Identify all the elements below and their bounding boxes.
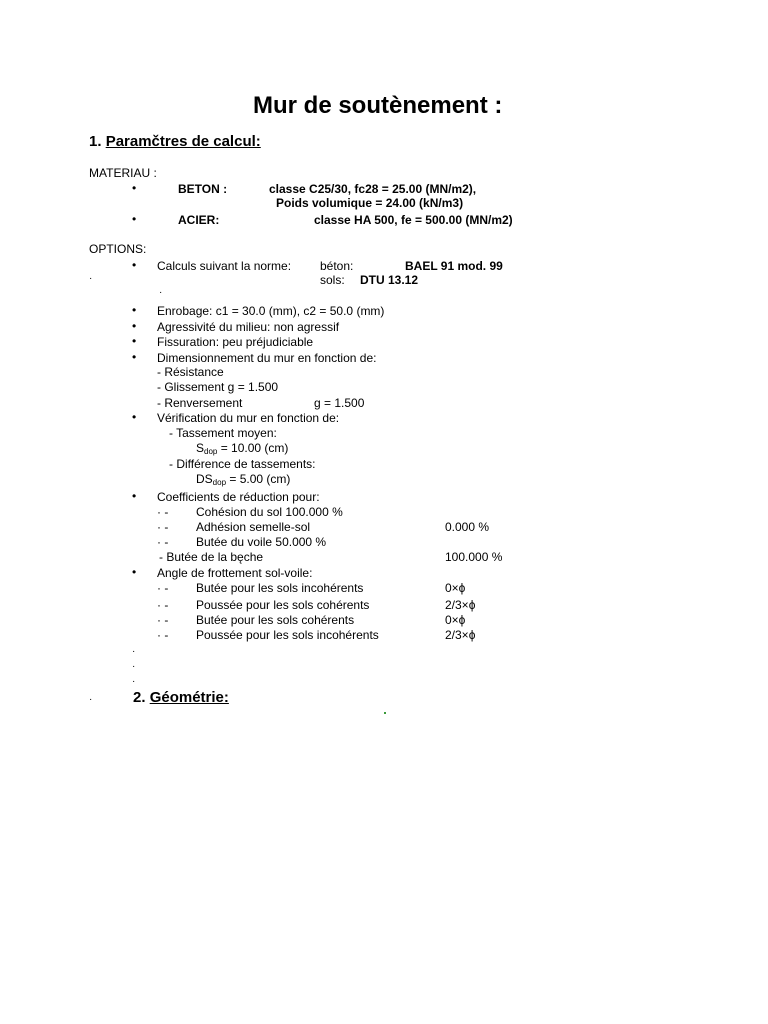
angle-row-prefix: · - — [157, 581, 169, 595]
coeff-row-label: Cohésion du sol 100.000 % — [196, 505, 343, 519]
coeff-row-prefix: · - — [157, 505, 169, 519]
renversement-value: g = 1.500 — [314, 396, 365, 410]
ds-dop-subscript: dop — [212, 478, 227, 487]
angle-row-label: Butée pour les sols incohérents — [196, 581, 364, 595]
stray-dot: · — [159, 287, 163, 298]
angle-row-prefix: · - — [157, 628, 169, 642]
green-dot-mark — [384, 712, 386, 714]
norme-label: Calculs suivant la norme: — [157, 259, 292, 273]
ds-dop-line — [196, 472, 290, 487]
bullet-icon: • — [132, 334, 137, 348]
section-2-heading — [133, 689, 229, 706]
s-dop-value: = 10.00 (cm) — [220, 441, 289, 455]
angle-label: Angle de frottement sol-voile: — [157, 566, 313, 580]
enrobage-text: Enrobage: c1 = 30.0 (mm), c2 = 50.0 (mm) — [157, 304, 385, 318]
coeff-row-value: 0.000 % — [445, 520, 490, 534]
butee-beche-text: - Butée de la bęche — [159, 550, 264, 564]
section-2-title: Géométrie: — [149, 689, 229, 706]
acier-line: classe HA 500, fe = 500.00 (MN/m2) — [314, 213, 513, 227]
angle-row-label: Poussée pour les sols cohérents — [196, 598, 370, 612]
agressivite-text: Agressivité du milieu: non agressif — [157, 320, 340, 334]
page-title: Mur de soutènement : — [253, 92, 503, 119]
bullet-icon: • — [132, 489, 137, 503]
angle-row-label: Poussée pour les sols incohérents — [196, 628, 379, 642]
verification-text: Vérification du mur en fonction de: — [157, 411, 340, 425]
angle-row-value: 0×ϕ — [445, 613, 466, 627]
ds-dop-value: = 5.00 (cm) — [229, 472, 291, 486]
angle-row-prefix: · - — [157, 613, 169, 627]
glissement-text: - Glissement g = 1.500 — [157, 380, 279, 394]
beton-norme-key: béton: — [320, 259, 354, 273]
acier-label: ACIER: — [178, 213, 220, 227]
ds-dop-symbol: DS — [196, 472, 213, 486]
bullet-icon: • — [132, 410, 137, 424]
butee-beche-value: 100.000 % — [445, 550, 503, 564]
stray-dot: · — [132, 661, 136, 672]
coeff-row-label: Adhésion semelle-sol — [196, 520, 311, 534]
options-label: OPTIONS: — [89, 242, 147, 256]
bullet-icon: • — [132, 258, 137, 272]
stray-dot: · — [132, 646, 136, 657]
bullet-icon: • — [132, 565, 137, 579]
section-1-heading — [89, 133, 261, 150]
angle-row-prefix: · - — [157, 598, 169, 612]
coefficients-label: Coefficients de réduction pour: — [157, 490, 320, 504]
diff-tassements-text: - Différence de tassements: — [169, 457, 316, 471]
beton-label: BETON : — [178, 182, 228, 196]
dimensionnement-text: Dimensionnement du mur en fonction de: — [157, 351, 377, 365]
coeff-row-label: Butée du voile 50.000 % — [196, 535, 327, 549]
section-2-number: 2. — [133, 689, 146, 706]
bullet-icon: • — [132, 319, 137, 333]
angle-row-value: 2/3×ϕ — [445, 598, 476, 612]
section-1-number: 1. — [89, 133, 102, 150]
beton-line-1: classe C25/30, fc28 = 25.00 (MN/m2), — [269, 182, 477, 196]
coeff-row-prefix: · - — [157, 535, 169, 549]
coeff-row-prefix: · - — [157, 520, 169, 534]
s-dop-line — [196, 441, 288, 456]
sols-norme-key: sols: — [320, 273, 345, 287]
bullet-icon: • — [132, 303, 137, 317]
angle-row-label: Butée pour les sols cohérents — [196, 613, 355, 627]
beton-norme-value: BAEL 91 mod. 99 — [405, 259, 503, 273]
materiau-label: MATERIAU : — [89, 166, 157, 180]
section-1-title: Paramčtres de calcul: — [105, 133, 261, 150]
s-dop-subscript: dop — [204, 447, 218, 456]
stray-dot: · — [89, 694, 93, 705]
tassement-moyen-text: - Tassement moyen: — [169, 426, 277, 440]
beton-line-2: Poids volumique = 24.00 (kN/m3) — [276, 196, 464, 210]
s-dop-symbol: S — [196, 441, 205, 455]
bullet-icon: • — [132, 350, 137, 364]
stray-dot: · — [132, 676, 136, 687]
fissuration-text: Fissuration: peu préjudiciable — [157, 335, 314, 349]
bullet-icon: • — [132, 181, 137, 195]
stray-dot: · — [89, 273, 93, 284]
angle-row-value: 0×ϕ — [445, 581, 466, 595]
angle-row-value: 2/3×ϕ — [445, 628, 476, 642]
resistance-text: - Résistance — [157, 365, 224, 379]
sols-norme-value: DTU 13.12 — [360, 273, 419, 287]
bullet-icon: • — [132, 212, 137, 226]
renversement-text: - Renversement — [157, 396, 243, 410]
